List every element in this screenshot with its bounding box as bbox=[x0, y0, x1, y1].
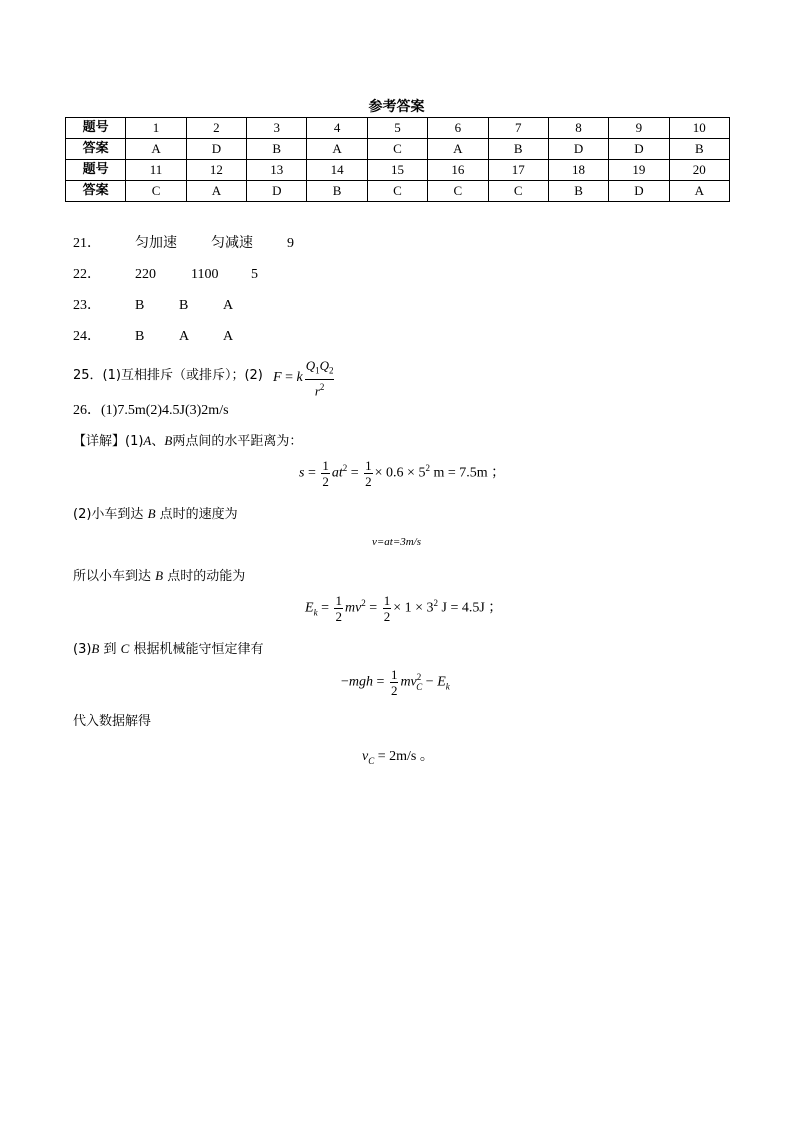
answer-22 bbox=[73, 263, 258, 283]
table-cell: 3 bbox=[247, 118, 307, 139]
question-number-row bbox=[66, 160, 730, 181]
table-cell: D bbox=[609, 139, 669, 160]
answer-item: 匀加速 bbox=[135, 235, 177, 251]
detail-text: 根据机械能守恒定律有 bbox=[133, 642, 264, 657]
table-cell: 10 bbox=[669, 118, 729, 139]
answer-letter-row bbox=[66, 181, 730, 202]
detail-text: (2)小车到达 bbox=[73, 507, 144, 522]
table-cell: C bbox=[367, 181, 427, 202]
detail-line-1: 【详解】(1)A、B两点间的水平距离为： bbox=[73, 433, 303, 449]
row-label: 答案 bbox=[66, 181, 126, 202]
table-cell: D bbox=[548, 139, 608, 160]
question-number: 22． bbox=[73, 267, 101, 282]
final-velocity-formula: $v_C = 2m/s$ 。 bbox=[362, 749, 434, 766]
answer-letter-row bbox=[66, 139, 730, 160]
answer-table bbox=[65, 117, 730, 202]
answer-25 bbox=[73, 356, 334, 398]
answer-23 bbox=[73, 294, 233, 314]
table-cell: 15 bbox=[367, 160, 427, 181]
detail-line-2: (2)小车到达 B 点时的速度为 bbox=[73, 506, 238, 522]
answer-26: 26．(1)7.5m(2)4.5J(3)2m/s bbox=[73, 403, 229, 418]
table-cell: B bbox=[548, 181, 608, 202]
detail-text: 两点间的水平距离为： bbox=[172, 434, 303, 449]
answer-item: B bbox=[135, 298, 145, 313]
detail-text: 点时的动能为 bbox=[167, 569, 246, 584]
answer-item: 1100 bbox=[191, 267, 219, 282]
table-cell: D bbox=[609, 181, 669, 202]
table-cell: D bbox=[247, 181, 307, 202]
answer-24 bbox=[73, 325, 233, 345]
question-number-row bbox=[66, 118, 730, 139]
velocity-formula: v=at=3m/s bbox=[371, 536, 422, 548]
table-cell: B bbox=[669, 139, 729, 160]
table-cell: 13 bbox=[247, 160, 307, 181]
answer-item: A bbox=[179, 329, 190, 344]
table-cell: 12 bbox=[186, 160, 246, 181]
table-cell: A bbox=[186, 181, 246, 202]
table-cell: A bbox=[669, 181, 729, 202]
row-label: 题号 bbox=[66, 118, 126, 139]
table-cell: A bbox=[428, 139, 488, 160]
answer-item: A bbox=[223, 298, 234, 313]
row-label: 题号 bbox=[66, 160, 126, 181]
table-cell: 11 bbox=[126, 160, 186, 181]
answer-item: 匀减速 bbox=[211, 235, 253, 251]
detail-text: 所以小车到达 bbox=[73, 569, 152, 584]
row-label: 答案 bbox=[66, 139, 126, 160]
answer-21 bbox=[73, 232, 294, 252]
table-cell: A bbox=[126, 139, 186, 160]
detail-text: 到 bbox=[103, 642, 117, 657]
detail-line-3: 所以小车到达 B 点时的动能为 bbox=[73, 568, 246, 584]
answer-item: 5 bbox=[251, 267, 258, 282]
page-title: 参考答案 bbox=[368, 99, 425, 115]
table-cell: A bbox=[307, 139, 367, 160]
table-cell: 9 bbox=[609, 118, 669, 139]
kinetic-energy-formula: $E_k$ = $\frac{1}{2}$ $mv^2$ = $\frac{1}{2}$ × $1 \times 3^2$ J = 4.5J ； bbox=[305, 593, 503, 624]
answer-25-text: 25．(1)互相排斥（或排斥）；(2) bbox=[73, 368, 263, 384]
table-cell: 20 bbox=[669, 160, 729, 181]
coulomb-formula: F = k $\frac{Q_1Q_2}{r^2}$ bbox=[273, 358, 334, 398]
table-cell: B bbox=[488, 139, 548, 160]
table-cell: 8 bbox=[548, 118, 608, 139]
table-cell: 1 bbox=[126, 118, 186, 139]
table-cell: C bbox=[488, 181, 548, 202]
detail-label: 【详解】(1) bbox=[73, 434, 144, 449]
detail-text: (3) bbox=[73, 642, 92, 657]
table-cell: 6 bbox=[428, 118, 488, 139]
energy-conservation-formula: −mgh = $\frac{1}{2}$ $mv^2_C - E_k$ bbox=[341, 667, 450, 698]
table-cell: 5 bbox=[367, 118, 427, 139]
answer-item: B bbox=[135, 329, 145, 344]
table-cell: C bbox=[367, 139, 427, 160]
distance-formula: s = $\frac{1}{2}$ $at^2$ = $\frac{1}{2}$ × $0.6 \times 5^2$ m = 7.5m ； bbox=[299, 458, 506, 489]
detail-line-4: (3)B 到 C 根据机械能守恒定律有 bbox=[73, 641, 264, 657]
answer-item: B bbox=[179, 298, 189, 313]
table-cell: 18 bbox=[548, 160, 608, 181]
answer-item: A bbox=[223, 329, 234, 344]
table-cell: 14 bbox=[307, 160, 367, 181]
table-cell: 4 bbox=[307, 118, 367, 139]
table-cell: 19 bbox=[609, 160, 669, 181]
question-number: 24． bbox=[73, 329, 101, 344]
answer-item: 9 bbox=[287, 236, 294, 251]
table-cell: D bbox=[186, 139, 246, 160]
detail-text: 点时的速度为 bbox=[159, 507, 238, 522]
answer-item: 220 bbox=[135, 267, 156, 282]
detail-line-5: 代入数据解得 bbox=[73, 714, 152, 729]
question-number: 21． bbox=[73, 236, 101, 251]
question-number: 23． bbox=[73, 298, 101, 313]
table-cell: 16 bbox=[428, 160, 488, 181]
table-cell: B bbox=[307, 181, 367, 202]
table-cell: 17 bbox=[488, 160, 548, 181]
table-cell: 2 bbox=[186, 118, 246, 139]
table-cell: 7 bbox=[488, 118, 548, 139]
table-cell: C bbox=[126, 181, 186, 202]
table-cell: B bbox=[247, 139, 307, 160]
table-cell: C bbox=[428, 181, 488, 202]
